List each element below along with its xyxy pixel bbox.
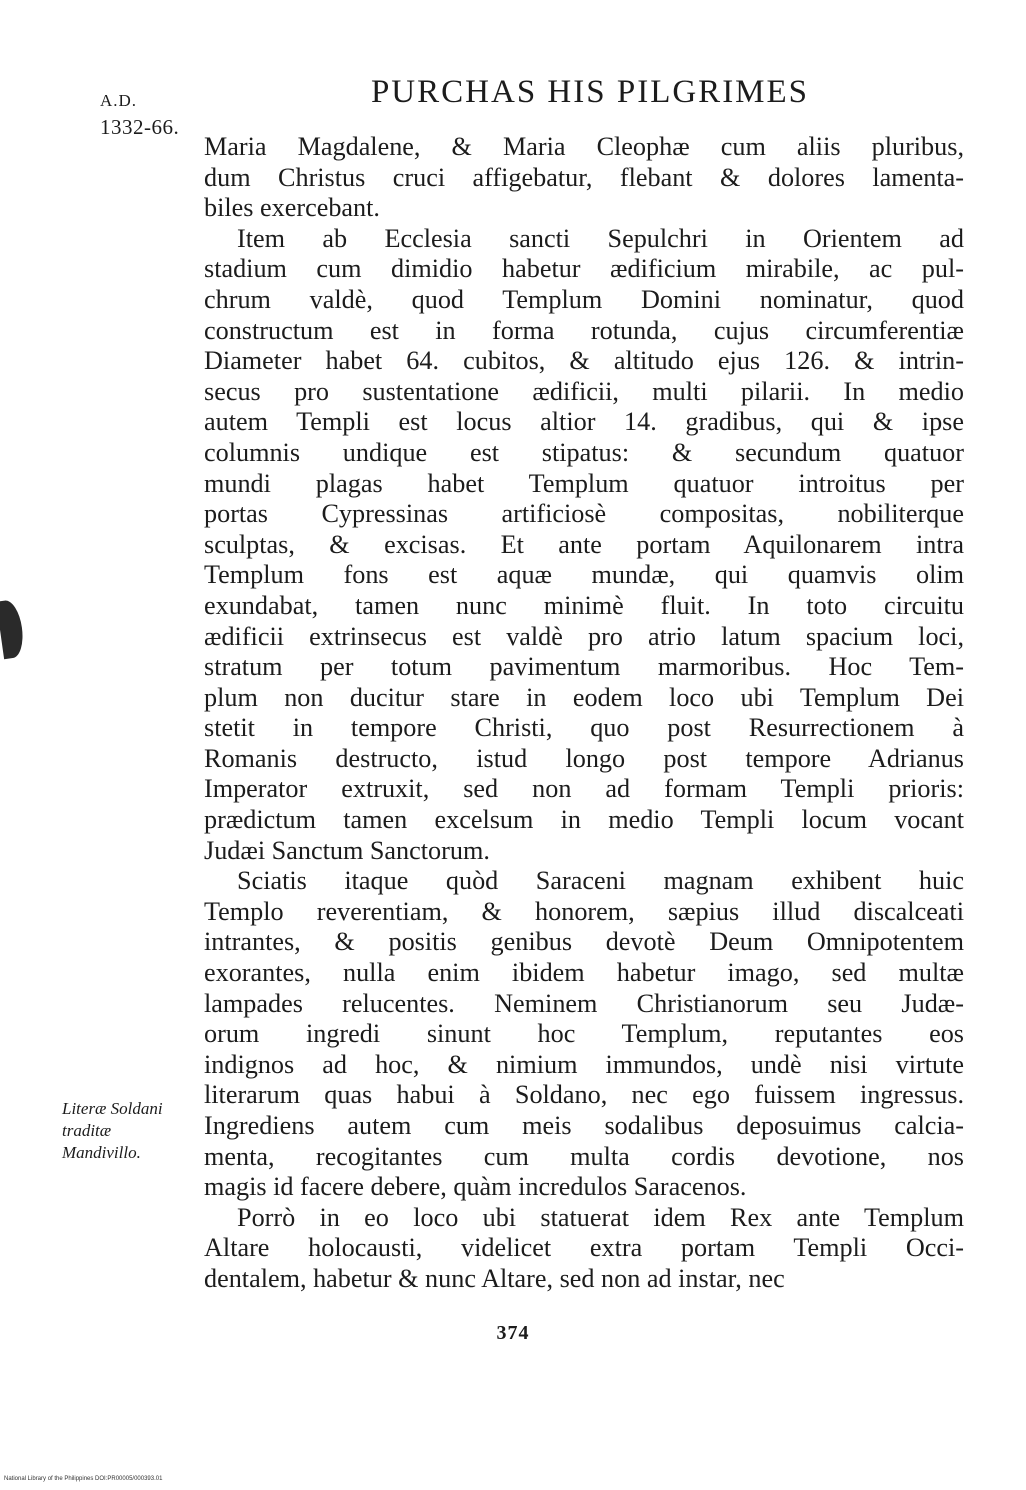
body-text	[204, 132, 964, 1295]
text-line: magis id facere debere, quàm incredulos Saracenos.	[204, 1172, 747, 1202]
text-line: autem Templi est locus altior 14. gradibus, qui & ipse	[204, 407, 964, 437]
text-line: Romanis destructo, istud longo post tempore Adrianus	[204, 743, 964, 773]
running-title: PURCHAS HIS PILGRIMES	[370, 74, 810, 110]
paragraph	[204, 224, 964, 866]
text-line: plum non ducitur stare in eodem loco ubi Templum Dei	[204, 682, 964, 712]
text-line: stadium cum dimidio habetur ædificium mirabile, ac pul-	[204, 254, 964, 284]
text-line: dum Christus cruci affigebatur, flebant & dolores lamenta-	[204, 162, 964, 192]
text-line: chrum valdè, quod Templum Domini nominatur, quod	[204, 284, 964, 314]
text-line: literarum quas habui à Soldano, nec ego fuissem ingressus.	[204, 1080, 964, 1110]
margin-note	[62, 1098, 202, 1164]
margin-note-line: Literæ Soldani	[62, 1099, 163, 1118]
text-line: secus pro sustentatione ædificii, multi pilarii. In medio	[204, 376, 964, 406]
text-line: Judæi Sanctum Sanctorum.	[204, 835, 490, 865]
text-line: exundabat, tamen nunc minimè fluit. In toto circuitu	[204, 590, 964, 620]
text-line: stetit in tempore Christi, quo post Resurrectionem à	[204, 713, 964, 743]
text-line: portas Cypressinas artificiosè compositas, nobiliterque	[204, 499, 964, 529]
text-line: columnis undique est stipatus: & secundum quatuor	[204, 437, 964, 467]
text-line: intrantes, & positis genibus devotè Deum Omnipotentem	[204, 927, 964, 957]
text-line: Diameter habet 64. cubitos, & altitudo ejus 126. & intrin-	[204, 346, 964, 376]
text-line: Porrò in eo loco ubi statuerat idem Rex ante Templum	[237, 1202, 964, 1232]
text-line: ædificii extrinsecus est valdè pro atrio latum spacium loci,	[204, 621, 964, 651]
text-line: Templo reverentiam, & honorem, sæpius illud discalceati	[204, 896, 964, 926]
scan-footer: National Library of the Philippines DOI:PR00005/000393.01	[4, 1476, 163, 1482]
text-line: stratum per totum pavimentum marmoribus. Hoc Tem-	[204, 652, 964, 682]
text-line: dentalem, habetur & nunc Altare, sed non ad instar, nec	[204, 1263, 785, 1293]
margin-note-line: traditæ	[62, 1121, 112, 1140]
date-ad: A.D.	[100, 91, 138, 110]
paragraph	[204, 1203, 964, 1295]
text-line: mundi plagas habet Templum quatuor introitus per	[204, 468, 964, 498]
text-line: indignos ad hoc, & nimium immundos, undè nisi virtute	[204, 1049, 964, 1079]
date-range: 1332-66.	[100, 115, 180, 139]
text-line: menta, recogitantes cum multa cordis devotione, nos	[204, 1141, 964, 1171]
text-line: Imperator extruxit, sed non ad formam Templi prioris:	[204, 774, 964, 804]
text-line: Maria Magdalene, & Maria Cleophæ cum aliis pluribus,	[204, 132, 964, 161]
text-line: constructum est in forma rotunda, cujus circumferentiæ	[204, 315, 964, 345]
text-line: prædictum tamen excelsum in medio Templi locum vocant	[204, 805, 964, 835]
paragraph	[204, 132, 964, 224]
text-line: Sciatis itaque quòd Saraceni magnam exhibent huic	[237, 866, 964, 896]
text-line: exorantes, nulla enim ibidem habetur imago, sed multæ	[204, 958, 964, 988]
text-line: lampades relucentes. Neminem Christianorum seu Judæ-	[204, 988, 964, 1018]
page-number: 374	[496, 1322, 530, 1344]
margin-date	[100, 88, 190, 140]
text-line: biles exercebant.	[204, 193, 380, 223]
text-line: Altare holocausti, videlicet extra portam Templi Occi-	[204, 1233, 964, 1263]
margin-note-line: Mandivillo.	[62, 1143, 141, 1162]
text-line: Item ab Ecclesia sancti Sepulchri in Orientem ad	[237, 223, 964, 253]
text-line: orum ingredi sinunt hoc Templum, reputantes eos	[204, 1019, 964, 1049]
scan-smudge	[0, 599, 26, 659]
paragraph	[204, 866, 964, 1203]
text-line: sculptas, & excisas. Et ante portam Aquilonarem intra	[204, 529, 964, 559]
text-line: Ingrediens autem cum meis sodalibus deposuimus calcia-	[204, 1111, 964, 1140]
text-line: Templum fons est aquæ mundæ, qui quamvis olim	[204, 560, 964, 590]
